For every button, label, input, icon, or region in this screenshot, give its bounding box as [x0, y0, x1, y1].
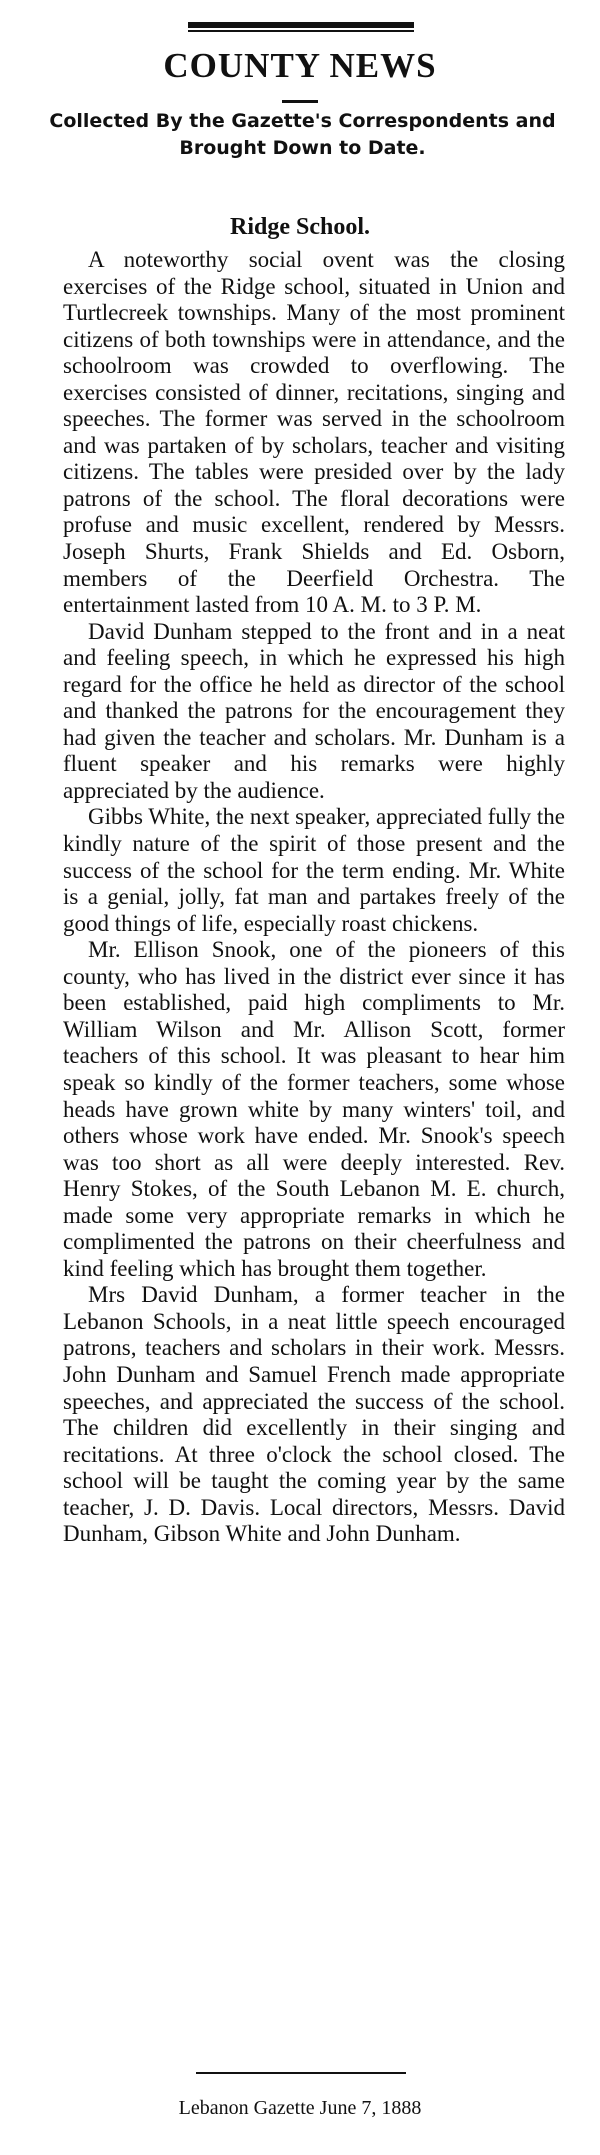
masthead-title: COUNTY NEWS: [163, 46, 437, 85]
masthead-divider: [282, 100, 318, 103]
paragraph-3: Gibbs White, the next speaker, appreciated fully the kindly nature of the spirit of those present and the success of the school for the term ending. Mr. White is a genial, jolly, fat man and partakes freely of the good things of life, especially roast chickens.: [63, 804, 566, 936]
paragraph-5: Mrs David Dunham, a former teacher in the Lebanon Schools, in a neat little speech encouraged patrons, teachers and scholars in their work. Messrs. John Dunham and Samuel French made appropriate speeches, and appreciated the success of the school. The children did excellently in their singing and recitations. At three o'clock the school closed. The school will be taught the coming year by the same teacher, J. D. Davis. Local directors, Messrs. David Dunham, Gibson White and John Dunham.: [63, 1282, 565, 1547]
top-rule-thick: [188, 22, 414, 28]
article-title: Ridge School.: [229, 214, 370, 240]
top-rule-thin: [188, 30, 414, 32]
paragraph-1: A noteworthy social ovent was the closing exercises of the Ridge school, situated in Union and Turtlecreek townships. Many of the most prominent citizens of both townships were in attendance, and the schoolroom was crowded to overflowing. The exercises consisted of dinner, recitations, singing and speeches. The former was served in the schoolroom and was partaken of by scholars, teacher and visiting citizens. The tables were presided over by the lady patrons of the school. The floral decorations were profuse and music excellent, rendered by Messrs. Joseph Shurts, Frank Shields and Ed. Osborn, members of the Deerfield Orchestra. The entertainment lasted from 10 A. M. to 3 P. M.: [63, 247, 565, 618]
source-caption: Lebanon Gazette June 7, 1888: [178, 2097, 422, 2119]
paragraph-2: David Dunham stepped to the front and in a neat and feeling speech, in which he expressed his high regard for the office he held as director of the school and thanked the patrons for the encouragement they had given the teacher and scholars. Mr. Dunham is a fluent speaker and his remarks were highly appreciated by the audience.: [63, 618, 565, 803]
end-rule: [196, 2072, 406, 2074]
paragraph-4: Mr. Ellison Snook, one of the pioneers of this county, who has lived in the district ever since it has been established, paid high compliments to Mr. William Wilson and Mr. Allison Scott, former teachers of this school. It was pleasant to hear him speak so kindly of the former teachers, some whose heads have grown white by many winters' toil, and others whose work have ended. Mr. Snook's speech was too short as all were deeply interested. Rev. Henry Stokes, of the South Lebanon M. E. church, made some very appropriate remarks in which he complimented the patrons on their cheerfulness and kind feeling which has brought them together.: [63, 937, 565, 1281]
article-body: [63, 247, 565, 1548]
subheadline: Collected By the Gazette's Correspondents and Brought Down to Date.: [49, 110, 556, 159]
